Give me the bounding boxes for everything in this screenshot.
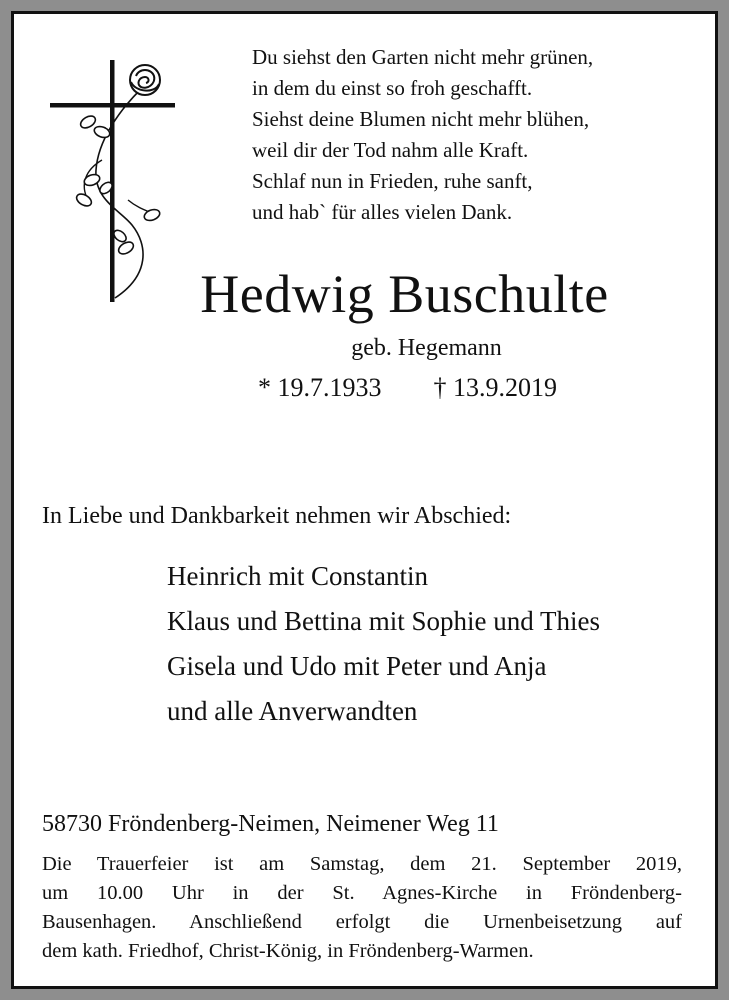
poem-line: Du siehst den Garten nicht mehr grünen, <box>252 45 594 69</box>
poem-line: Schlaf nun in Frieden, ruhe sanft, <box>252 169 533 193</box>
service-line: Die Trauerfeier ist am Samstag, dem 21. September 2019, <box>42 853 682 875</box>
address: 58730 Fröndenberg-Neimen, Neimener Weg 11 <box>42 811 499 837</box>
service-line: Bausenhagen. Anschließend erfolgt die Urnenbeisetzung auf <box>42 911 682 933</box>
poem-line: und hab` für alles vielen Dank. <box>252 200 513 224</box>
mourner-line: und alle Anverwandten <box>167 696 418 726</box>
mourner-line: Klaus und Bettina mit Sophie und Thies <box>167 606 600 636</box>
mourner-line: Gisela und Udo mit Peter und Anja <box>167 651 547 681</box>
poem-line: weil dir der Tod nahm alle Kraft. <box>252 138 529 162</box>
maiden-name: geb. Hegemann <box>351 335 502 361</box>
life-dates <box>258 370 557 406</box>
deceased-name: Hedwig Buschulte <box>200 264 609 324</box>
birth-date: * 19.7.1933 <box>258 373 382 402</box>
death-date: † 13.9.2019 <box>433 373 557 402</box>
mourner-line: Heinrich mit Constantin <box>167 561 428 591</box>
poem-line: Siehst deine Blumen nicht mehr blühen, <box>252 107 590 131</box>
farewell-intro: In Liebe und Dankbarkeit nehmen wir Abschied: <box>42 503 512 529</box>
poem <box>252 42 712 228</box>
mourners-list <box>167 554 600 734</box>
poem-line: in dem du einst so froh geschafft. <box>252 76 533 100</box>
service-line: um 10.00 Uhr in der St. Agnes-Kirche in Fröndenberg- <box>42 882 682 904</box>
service-line: dem kath. Friedhof, Christ-König, in Fröndenberg-Warmen. <box>42 940 534 962</box>
service-info <box>42 850 682 966</box>
